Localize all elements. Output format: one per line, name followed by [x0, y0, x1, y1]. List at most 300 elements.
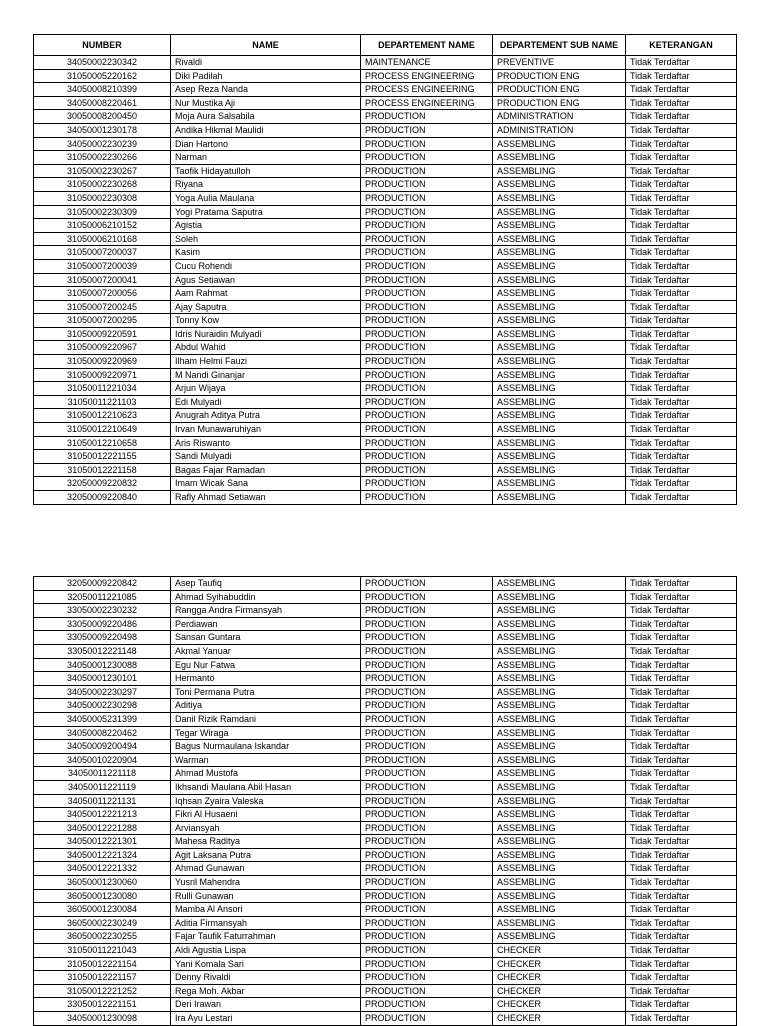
cell-number: 31050007200041	[34, 273, 171, 287]
cell-department-sub-name: ASSEMBLING	[493, 726, 626, 740]
cell-keterangan: Tidak Terdaftar	[626, 957, 737, 971]
cell-keterangan: Tidak Terdaftar	[626, 930, 737, 944]
cell-name: Agistia	[171, 219, 361, 233]
cell-department-sub-name: PRODUCTION ENG	[493, 83, 626, 97]
cell-name: Aditia Firmansyah	[171, 916, 361, 930]
cell-department-sub-name: CHECKER	[493, 998, 626, 1012]
cell-department-sub-name: ASSEMBLING	[493, 903, 626, 917]
cell-number: 31050012221155	[34, 450, 171, 464]
table-row	[34, 617, 737, 631]
cell-number: 31050012221158	[34, 463, 171, 477]
cell-department-sub-name: ASSEMBLING	[493, 327, 626, 341]
cell-name: Nur Mustika Aji	[171, 96, 361, 110]
cell-keterangan: Tidak Terdaftar	[626, 137, 737, 151]
cell-keterangan: Tidak Terdaftar	[626, 971, 737, 985]
cell-department-name: PRODUCTION	[361, 631, 493, 645]
cell-name: Bagus Nurmaulana Iskandar	[171, 740, 361, 754]
cell-name: Ahmad Syihabuddin	[171, 590, 361, 604]
cell-keterangan: Tidak Terdaftar	[626, 69, 737, 83]
cell-number: 31050007200056	[34, 287, 171, 301]
cell-keterangan: Tidak Terdaftar	[626, 477, 737, 491]
table-row	[34, 178, 737, 192]
cell-name: Ajay Saputra	[171, 300, 361, 314]
cell-department-sub-name: ASSEMBLING	[493, 246, 626, 260]
cell-department-name: PRODUCTION	[361, 876, 493, 890]
cell-department-name: MAINTENANCE	[361, 56, 493, 70]
cell-number: 32050009220832	[34, 477, 171, 491]
cell-department-sub-name: ASSEMBLING	[493, 300, 626, 314]
cell-number: 31050012210649	[34, 423, 171, 437]
cell-keterangan: Tidak Terdaftar	[626, 287, 737, 301]
cell-department-name: PRODUCTION	[361, 944, 493, 958]
cell-name: Diki Padilah	[171, 69, 361, 83]
cell-name: Rafly Ahmad Setiawan	[171, 491, 361, 505]
cell-number: 31050005220162	[34, 69, 171, 83]
cell-name: Yani Komala Sari	[171, 957, 361, 971]
cell-name: Hermanto	[171, 672, 361, 686]
cell-name: Idris Nuraidin Mulyadi	[171, 327, 361, 341]
cell-name: Danil Rizik Ramdani	[171, 712, 361, 726]
table-row	[34, 577, 737, 591]
cell-number: 34050012221301	[34, 835, 171, 849]
cell-department-name: PRODUCTION	[361, 327, 493, 341]
cell-keterangan: Tidak Terdaftar	[626, 151, 737, 165]
cell-keterangan: Tidak Terdaftar	[626, 96, 737, 110]
table-row	[34, 889, 737, 903]
cell-keterangan: Tidak Terdaftar	[626, 590, 737, 604]
cell-department-name: PRODUCTION	[361, 409, 493, 423]
cell-department-name: PRODUCTION	[361, 164, 493, 178]
cell-number: 31050011221043	[34, 944, 171, 958]
cell-name: Asep Taufiq	[171, 577, 361, 591]
cell-keterangan: Tidak Terdaftar	[626, 205, 737, 219]
cell-number: 36050002230255	[34, 930, 171, 944]
cell-keterangan: Tidak Terdaftar	[626, 56, 737, 70]
cell-department-name: PRODUCTION	[361, 848, 493, 862]
table-row	[34, 971, 737, 985]
table-row	[34, 151, 737, 165]
cell-department-name: PRODUCTION	[361, 699, 493, 713]
cell-department-sub-name: ASSEMBLING	[493, 178, 626, 192]
cell-keterangan: Tidak Terdaftar	[626, 835, 737, 849]
cell-number: 34050001230101	[34, 672, 171, 686]
cell-department-name: PRODUCTION	[361, 658, 493, 672]
cell-keterangan: Tidak Terdaftar	[626, 672, 737, 686]
cell-department-sub-name: ASSEMBLING	[493, 232, 626, 246]
cell-name: Sansan Guntara	[171, 631, 361, 645]
cell-department-sub-name: ASSEMBLING	[493, 164, 626, 178]
cell-number: 36050002230249	[34, 916, 171, 930]
cell-name: Mahesa Raditya	[171, 835, 361, 849]
cell-department-name: PRODUCTION	[361, 835, 493, 849]
cell-department-sub-name: CHECKER	[493, 971, 626, 985]
cell-department-name: PRODUCTION	[361, 178, 493, 192]
cell-department-name: PRODUCTION	[361, 191, 493, 205]
cell-department-sub-name: ASSEMBLING	[493, 916, 626, 930]
cell-department-sub-name: ASSEMBLING	[493, 590, 626, 604]
cell-department-sub-name: ASSEMBLING	[493, 604, 626, 618]
cell-department-name: PRODUCTION	[361, 259, 493, 273]
cell-keterangan: Tidak Terdaftar	[626, 232, 737, 246]
cell-department-name: PRODUCTION	[361, 590, 493, 604]
cell-keterangan: Tidak Terdaftar	[626, 219, 737, 233]
header-department-name: DEPARTEMENT NAME	[361, 35, 493, 56]
cell-name: Irvan Munawaruhiyan	[171, 423, 361, 437]
cell-department-sub-name: ASSEMBLING	[493, 137, 626, 151]
cell-number: 31050012221154	[34, 957, 171, 971]
cell-department-sub-name: ASSEMBLING	[493, 794, 626, 808]
table-row	[34, 123, 737, 137]
cell-department-sub-name: ASSEMBLING	[493, 491, 626, 505]
cell-department-name: PRODUCTION	[361, 889, 493, 903]
cell-name: Ahmad Gunawan	[171, 862, 361, 876]
cell-number: 30050008200450	[34, 110, 171, 124]
cell-name: Warman	[171, 753, 361, 767]
cell-department-name: PRODUCTION	[361, 604, 493, 618]
cell-department-sub-name: ASSEMBLING	[493, 423, 626, 437]
table-row	[34, 808, 737, 822]
cell-keterangan: Tidak Terdaftar	[626, 685, 737, 699]
cell-name: Mamba Al Ansori	[171, 903, 361, 917]
table-row	[34, 164, 737, 178]
table-row	[34, 998, 737, 1012]
cell-number: 31050009220971	[34, 368, 171, 382]
table-row	[34, 930, 737, 944]
table-row	[34, 916, 737, 930]
cell-number: 32050011221085	[34, 590, 171, 604]
cell-department-name: PROCESS ENGINEERING	[361, 69, 493, 83]
table-row	[34, 658, 737, 672]
table-row	[34, 382, 737, 396]
cell-department-name: PRODUCTION	[361, 726, 493, 740]
cell-number: 34050011221131	[34, 794, 171, 808]
table-row	[34, 477, 737, 491]
cell-number: 34050010220904	[34, 753, 171, 767]
cell-number: 31050002230267	[34, 164, 171, 178]
cell-keterangan: Tidak Terdaftar	[626, 644, 737, 658]
cell-department-name: PRODUCTION	[361, 463, 493, 477]
table-row	[34, 463, 737, 477]
cell-department-name: PRODUCTION	[361, 232, 493, 246]
cell-number: 34050002230298	[34, 699, 171, 713]
cell-department-sub-name: ASSEMBLING	[493, 382, 626, 396]
cell-keterangan: Tidak Terdaftar	[626, 273, 737, 287]
cell-department-sub-name: ASSEMBLING	[493, 780, 626, 794]
cell-keterangan: Tidak Terdaftar	[626, 712, 737, 726]
cell-department-name: PRODUCTION	[361, 423, 493, 437]
cell-keterangan: Tidak Terdaftar	[626, 848, 737, 862]
cell-number: 31050009220969	[34, 355, 171, 369]
cell-department-sub-name: ASSEMBLING	[493, 658, 626, 672]
cell-department-name: PRODUCTION	[361, 617, 493, 631]
table-row	[34, 984, 737, 998]
cell-name: Tegar Wiraga	[171, 726, 361, 740]
table-row	[34, 631, 737, 645]
cell-department-name: PRODUCTION	[361, 577, 493, 591]
cell-number: 31050011221034	[34, 382, 171, 396]
cell-department-sub-name: ASSEMBLING	[493, 930, 626, 944]
cell-department-sub-name: PREVENTIVE	[493, 56, 626, 70]
cell-name: Moja Aura Salsabila	[171, 110, 361, 124]
cell-keterangan: Tidak Terdaftar	[626, 164, 737, 178]
cell-keterangan: Tidak Terdaftar	[626, 355, 737, 369]
table-row	[34, 273, 737, 287]
cell-department-name: PRODUCTION	[361, 821, 493, 835]
cell-department-sub-name: ASSEMBLING	[493, 341, 626, 355]
cell-department-name: PRODUCTION	[361, 436, 493, 450]
table-row	[34, 83, 737, 97]
cell-department-sub-name: ASSEMBLING	[493, 314, 626, 328]
table-row	[34, 355, 737, 369]
table-row	[34, 259, 737, 273]
cell-name: Cucu Rohendi	[171, 259, 361, 273]
cell-department-name: PRODUCTION	[361, 672, 493, 686]
cell-department-sub-name: ASSEMBLING	[493, 862, 626, 876]
cell-department-name: PRODUCTION	[361, 477, 493, 491]
table-row	[34, 423, 737, 437]
cell-name: Ahmad Mustofa	[171, 767, 361, 781]
cell-department-name: PRODUCTION	[361, 273, 493, 287]
cell-name: Ira Ayu Lestari	[171, 1012, 361, 1026]
table-row	[34, 604, 737, 618]
cell-number: 34050005231399	[34, 712, 171, 726]
cell-number: 34050011221118	[34, 767, 171, 781]
table-row	[34, 944, 737, 958]
cell-department-sub-name: ASSEMBLING	[493, 644, 626, 658]
cell-department-sub-name: ASSEMBLING	[493, 450, 626, 464]
cell-name: Rulli Gunawan	[171, 889, 361, 903]
cell-name: Fajar Taufik Faturrahman	[171, 930, 361, 944]
cell-department-sub-name: ASSEMBLING	[493, 712, 626, 726]
cell-number: 31050012221157	[34, 971, 171, 985]
cell-keterangan: Tidak Terdaftar	[626, 178, 737, 192]
header-name: NAME	[171, 35, 361, 56]
cell-keterangan: Tidak Terdaftar	[626, 889, 737, 903]
cell-department-name: PRODUCTION	[361, 1012, 493, 1026]
cell-department-sub-name: ASSEMBLING	[493, 685, 626, 699]
cell-keterangan: Tidak Terdaftar	[626, 604, 737, 618]
cell-department-sub-name: ASSEMBLING	[493, 740, 626, 754]
cell-keterangan: Tidak Terdaftar	[626, 463, 737, 477]
table-body	[34, 56, 737, 505]
cell-department-name: PRODUCTION	[361, 110, 493, 124]
cell-keterangan: Tidak Terdaftar	[626, 191, 737, 205]
cell-number: 33050012221151	[34, 998, 171, 1012]
employee-table-1	[33, 34, 736, 505]
cell-department-name: PRODUCTION	[361, 794, 493, 808]
cell-name: Ikhsandi Maulana Abil Hasan	[171, 780, 361, 794]
table-row	[34, 821, 737, 835]
cell-department-sub-name: ASSEMBLING	[493, 151, 626, 165]
table-row	[34, 1012, 737, 1026]
cell-department-name: PRODUCTION	[361, 740, 493, 754]
cell-department-name: PRODUCTION	[361, 219, 493, 233]
cell-keterangan: Tidak Terdaftar	[626, 123, 737, 137]
cell-department-sub-name: ASSEMBLING	[493, 191, 626, 205]
table-row	[34, 314, 737, 328]
cell-keterangan: Tidak Terdaftar	[626, 903, 737, 917]
cell-keterangan: Tidak Terdaftar	[626, 409, 737, 423]
cell-department-sub-name: CHECKER	[493, 944, 626, 958]
cell-number: 32050009220840	[34, 491, 171, 505]
cell-department-name: PRODUCTION	[361, 916, 493, 930]
cell-department-sub-name: ASSEMBLING	[493, 672, 626, 686]
cell-department-sub-name: ASSEMBLING	[493, 436, 626, 450]
cell-department-name: PRODUCTION	[361, 998, 493, 1012]
cell-keterangan: Tidak Terdaftar	[626, 1012, 737, 1026]
cell-department-sub-name: ASSEMBLING	[493, 699, 626, 713]
table-row	[34, 327, 737, 341]
table-row	[34, 740, 737, 754]
cell-department-name: PRODUCTION	[361, 246, 493, 260]
cell-name: Deri Irawan	[171, 998, 361, 1012]
cell-keterangan: Tidak Terdaftar	[626, 794, 737, 808]
table-row	[34, 137, 737, 151]
cell-department-name: PRODUCTION	[361, 971, 493, 985]
cell-department-sub-name: PRODUCTION ENG	[493, 96, 626, 110]
table-row	[34, 246, 737, 260]
cell-name: Iqhsan Zyaira Valeska	[171, 794, 361, 808]
cell-number: 34050012221213	[34, 808, 171, 822]
cell-name: Fikri Al Husaeni	[171, 808, 361, 822]
cell-name: Abdul Wahid	[171, 341, 361, 355]
cell-name: Anugrah Aditya Putra	[171, 409, 361, 423]
cell-number: 31050009220967	[34, 341, 171, 355]
cell-keterangan: Tidak Terdaftar	[626, 780, 737, 794]
cell-department-name: PROCESS ENGINEERING	[361, 96, 493, 110]
cell-department-name: PRODUCTION	[361, 712, 493, 726]
cell-number: 34050012221332	[34, 862, 171, 876]
cell-department-name: PRODUCTION	[361, 753, 493, 767]
cell-number: 34050001230098	[34, 1012, 171, 1026]
table-row	[34, 110, 737, 124]
cell-keterangan: Tidak Terdaftar	[626, 300, 737, 314]
cell-name: Kasim	[171, 246, 361, 260]
cell-number: 34050009200494	[34, 740, 171, 754]
cell-name: Riyana	[171, 178, 361, 192]
cell-name: Toni Permana Putra	[171, 685, 361, 699]
cell-keterangan: Tidak Terdaftar	[626, 110, 737, 124]
cell-keterangan: Tidak Terdaftar	[626, 631, 737, 645]
cell-keterangan: Tidak Terdaftar	[626, 327, 737, 341]
cell-department-sub-name: ASSEMBLING	[493, 821, 626, 835]
cell-name: Aditiya	[171, 699, 361, 713]
cell-name: Aam Rahmat	[171, 287, 361, 301]
table-body	[34, 577, 737, 1026]
table-row	[34, 685, 737, 699]
cell-number: 31050007200037	[34, 246, 171, 260]
cell-name: Bagas Fajar Ramadan	[171, 463, 361, 477]
cell-number: 34050011221119	[34, 780, 171, 794]
table-row	[34, 436, 737, 450]
table-row	[34, 191, 737, 205]
table-row	[34, 672, 737, 686]
cell-keterangan: Tidak Terdaftar	[626, 577, 737, 591]
cell-keterangan: Tidak Terdaftar	[626, 740, 737, 754]
cell-number: 34050008210399	[34, 83, 171, 97]
table-row	[34, 395, 737, 409]
header-number: NUMBER	[34, 35, 171, 56]
cell-number: 31050006210152	[34, 219, 171, 233]
cell-department-sub-name: ADMINISTRATION	[493, 110, 626, 124]
cell-department-sub-name: ASSEMBLING	[493, 259, 626, 273]
table-row	[34, 368, 737, 382]
cell-name: Yogi Pratama Saputra	[171, 205, 361, 219]
cell-keterangan: Tidak Terdaftar	[626, 984, 737, 998]
cell-number: 31050002230309	[34, 205, 171, 219]
cell-name: Rega Moh. Akbar	[171, 984, 361, 998]
cell-name: Asep Reza Nanda	[171, 83, 361, 97]
cell-keterangan: Tidak Terdaftar	[626, 753, 737, 767]
cell-name: Arjun Wijaya	[171, 382, 361, 396]
cell-keterangan: Tidak Terdaftar	[626, 876, 737, 890]
header-keterangan: KETERANGAN	[626, 35, 737, 56]
cell-department-sub-name: ASSEMBLING	[493, 767, 626, 781]
table-row	[34, 726, 737, 740]
cell-department-sub-name: ASSEMBLING	[493, 577, 626, 591]
table-row	[34, 491, 737, 505]
cell-name: Soleh	[171, 232, 361, 246]
cell-name: Rivaldi	[171, 56, 361, 70]
table-row	[34, 96, 737, 110]
cell-number: 34050002230239	[34, 137, 171, 151]
cell-keterangan: Tidak Terdaftar	[626, 726, 737, 740]
cell-department-name: PRODUCTION	[361, 205, 493, 219]
cell-keterangan: Tidak Terdaftar	[626, 246, 737, 260]
cell-department-sub-name: ASSEMBLING	[493, 876, 626, 890]
cell-department-name: PRODUCTION	[361, 137, 493, 151]
table-row	[34, 644, 737, 658]
cell-number: 33050009220486	[34, 617, 171, 631]
cell-department-name: PRODUCTION	[361, 151, 493, 165]
cell-keterangan: Tidak Terdaftar	[626, 658, 737, 672]
cell-number: 31050011221103	[34, 395, 171, 409]
cell-name: Aldi Agustia Lispa	[171, 944, 361, 958]
cell-department-sub-name: CHECKER	[493, 1012, 626, 1026]
cell-name: Agus Setiawan	[171, 273, 361, 287]
cell-department-name: PRODUCTION	[361, 491, 493, 505]
cell-name: Sandi Mulyadi	[171, 450, 361, 464]
cell-number: 31050006210168	[34, 232, 171, 246]
cell-number: 33050009220498	[34, 631, 171, 645]
cell-number: 34050002230342	[34, 56, 171, 70]
cell-department-sub-name: ASSEMBLING	[493, 617, 626, 631]
employee-table-2	[33, 576, 736, 1026]
cell-keterangan: Tidak Terdaftar	[626, 83, 737, 97]
cell-number: 33050012221148	[34, 644, 171, 658]
cell-number: 36050001230060	[34, 876, 171, 890]
table-row	[34, 767, 737, 781]
cell-name: Perdiawan	[171, 617, 361, 631]
cell-keterangan: Tidak Terdaftar	[626, 944, 737, 958]
table-row	[34, 341, 737, 355]
cell-department-sub-name: ASSEMBLING	[493, 287, 626, 301]
cell-department-sub-name: ASSEMBLING	[493, 205, 626, 219]
cell-keterangan: Tidak Terdaftar	[626, 916, 737, 930]
cell-department-name: PRODUCTION	[361, 767, 493, 781]
cell-name: Aris Riswanto	[171, 436, 361, 450]
cell-department-name: PROCESS ENGINEERING	[361, 83, 493, 97]
cell-department-sub-name: ASSEMBLING	[493, 848, 626, 862]
cell-keterangan: Tidak Terdaftar	[626, 821, 737, 835]
cell-department-name: PRODUCTION	[361, 862, 493, 876]
table-row	[34, 794, 737, 808]
cell-number: 31050009220591	[34, 327, 171, 341]
cell-department-name: PRODUCTION	[361, 957, 493, 971]
cell-department-sub-name: ASSEMBLING	[493, 273, 626, 287]
cell-department-name: PRODUCTION	[361, 287, 493, 301]
cell-keterangan: Tidak Terdaftar	[626, 767, 737, 781]
